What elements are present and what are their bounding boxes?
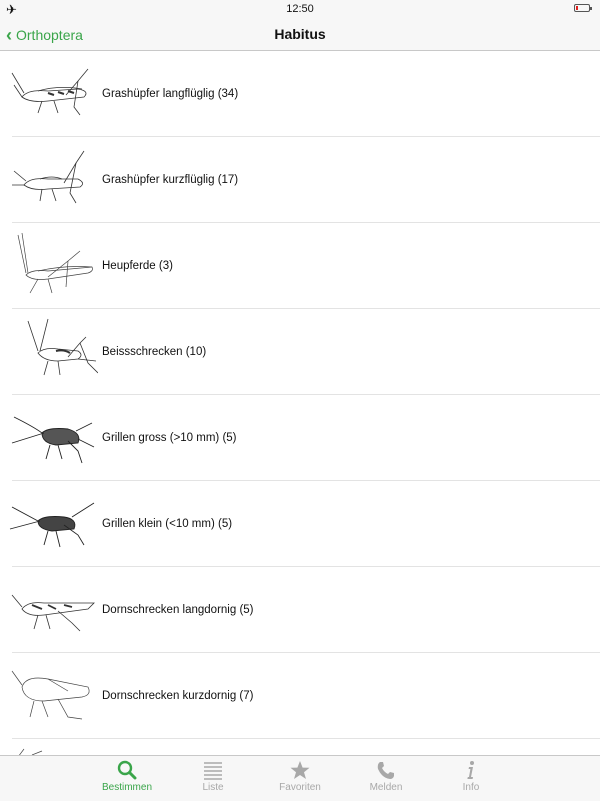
tab-bar <box>0 755 600 801</box>
groundhopper-long-thorn-illustration <box>8 575 98 645</box>
list-item[interactable] <box>12 223 600 309</box>
status-bar <box>0 0 600 20</box>
list-item-label: Grashüpfer langflüglig (34) <box>102 87 239 100</box>
battery-icon <box>574 4 590 12</box>
info-icon <box>460 760 482 780</box>
grasshopper-long-wing-illustration <box>8 59 98 129</box>
list-item[interactable] <box>12 653 600 739</box>
grasshopper-short-wing-illustration <box>8 145 98 215</box>
list-item[interactable] <box>12 137 600 223</box>
airplane-mode-icon: ✈ <box>6 2 17 17</box>
navigation-bar <box>0 20 600 51</box>
star-icon <box>289 760 311 780</box>
page-title: Habitus <box>274 26 326 42</box>
bush-cricket-illustration <box>8 231 98 301</box>
list-item-partial[interactable] <box>12 739 600 755</box>
tab-label: Favoriten <box>279 782 321 793</box>
tab-info[interactable] <box>431 760 511 793</box>
back-button-label: Orthoptera <box>16 27 83 43</box>
groundhopper-short-thorn-illustration <box>8 661 98 731</box>
list-item-label: Grillen gross (>10 mm) (5) <box>102 431 237 444</box>
cricket-small-illustration <box>8 489 98 559</box>
list-item[interactable] <box>12 395 600 481</box>
list-icon <box>202 760 224 780</box>
tab-label: Info <box>462 782 480 793</box>
chevron-left-icon: ‹ <box>6 25 12 45</box>
list-item-label: Grashüpfer kurzflüglig (17) <box>102 173 239 186</box>
list-item-label: Dornschrecken kurzdornig (7) <box>102 689 254 702</box>
list-item[interactable] <box>12 481 600 567</box>
list-item-label: Beissschrecken (10) <box>102 345 207 358</box>
tab-label: Bestimmen <box>101 782 152 793</box>
tab-liste[interactable] <box>173 760 253 793</box>
list-item[interactable] <box>12 309 600 395</box>
list-item[interactable] <box>12 567 600 653</box>
tab-bestimmen[interactable] <box>87 760 167 793</box>
insect-illustration <box>8 747 98 756</box>
cricket-large-illustration <box>8 403 98 473</box>
tab-favoriten[interactable] <box>260 760 340 793</box>
list-item-label: Grillen klein (<10 mm) (5) <box>102 517 233 530</box>
phone-icon <box>375 760 397 780</box>
status-time: 12:50 <box>286 3 314 15</box>
list-item-label: Dornschrecken langdornig (5) <box>102 603 254 616</box>
bush-cricket-biting-illustration <box>8 317 98 387</box>
tab-label: Liste <box>202 782 224 793</box>
habitus-list[interactable] <box>0 51 600 755</box>
tab-melden[interactable] <box>346 760 426 793</box>
list-item-label: Heupferde (3) <box>102 259 173 272</box>
search-icon <box>116 760 138 780</box>
list-item[interactable] <box>12 51 600 137</box>
tab-label: Melden <box>369 782 403 793</box>
